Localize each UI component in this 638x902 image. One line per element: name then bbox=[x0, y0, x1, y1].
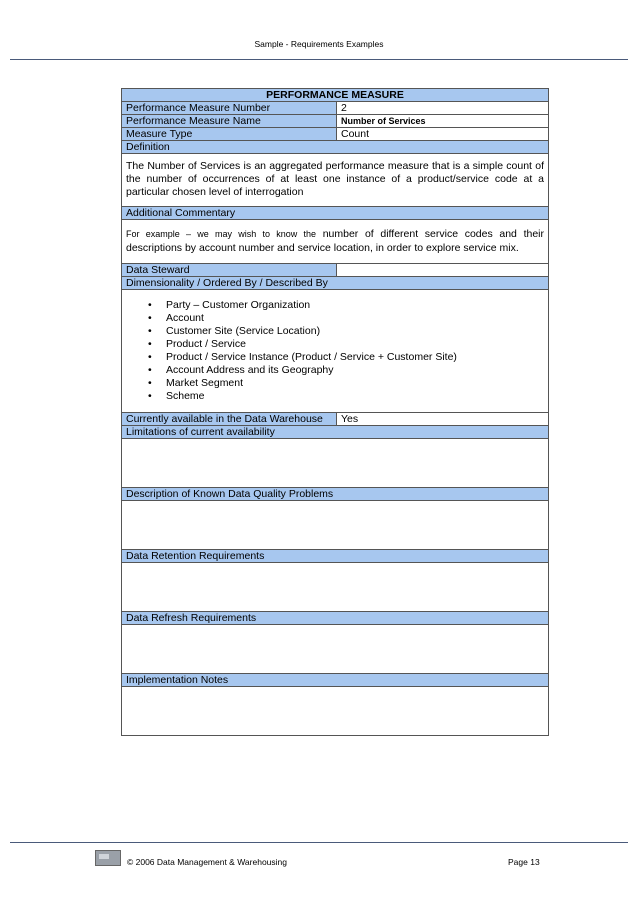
footer-rule bbox=[10, 842, 628, 843]
list-item: • Product / Service Instance (Product / Service + Customer Site) bbox=[166, 351, 544, 364]
commentary-rest-run: number of different service codes and their descriptions by account number and service location, in order to explore service mix. bbox=[126, 228, 544, 254]
retention-label: Data Retention Requirements bbox=[122, 550, 549, 563]
dimensions-list bbox=[126, 299, 544, 403]
list-item: • Party – Customer Organization bbox=[166, 299, 544, 312]
dimensions-cell bbox=[122, 290, 549, 413]
list-item: • Account bbox=[166, 312, 544, 325]
commentary-label: Additional Commentary bbox=[122, 207, 549, 220]
measure-name-label: Performance Measure Name bbox=[122, 115, 337, 128]
page-number: Page 13 bbox=[508, 857, 540, 867]
commentary-small-run: For example – we may wish to know the bbox=[126, 229, 317, 239]
available-label: Currently available in the Data Warehouse bbox=[122, 413, 337, 426]
quality-label: Description of Known Data Quality Problems bbox=[122, 488, 549, 501]
available-value: Yes bbox=[337, 413, 549, 426]
definition-label: Definition bbox=[122, 141, 549, 154]
list-item: • Customer Site (Service Location) bbox=[166, 325, 544, 338]
measure-name-value: Number of Services bbox=[337, 115, 549, 128]
refresh-value bbox=[122, 625, 549, 674]
limitations-label: Limitations of current availability bbox=[122, 426, 549, 439]
measure-type-label: Measure Type bbox=[122, 128, 337, 141]
list-item: • Product / Service bbox=[166, 338, 544, 351]
measure-number-label: Performance Measure Number bbox=[122, 102, 337, 115]
measure-type-value: Count bbox=[337, 128, 549, 141]
list-item: • Account Address and its Geography bbox=[166, 364, 544, 377]
list-item: • Market Segment bbox=[166, 377, 544, 390]
implementation-label: Implementation Notes bbox=[122, 674, 549, 687]
data-steward-label: Data Steward bbox=[122, 264, 337, 277]
commentary-text bbox=[122, 220, 549, 264]
page-header: Sample - Requirements Examples bbox=[254, 39, 384, 49]
company-logo-icon bbox=[95, 850, 121, 866]
list-item: • Scheme bbox=[166, 390, 544, 403]
implementation-value bbox=[122, 687, 549, 736]
quality-value bbox=[122, 501, 549, 550]
table-title: PERFORMANCE MEASURE bbox=[122, 89, 549, 102]
footer-copyright: © 2006 Data Management & Warehousing bbox=[127, 857, 287, 867]
header-rule bbox=[10, 59, 628, 60]
dimensionality-label: Dimensionality / Ordered By / Described By bbox=[122, 277, 549, 290]
data-steward-value bbox=[337, 264, 549, 277]
refresh-label: Data Refresh Requirements bbox=[122, 612, 549, 625]
measure-number-value: 2 bbox=[337, 102, 549, 115]
retention-value bbox=[122, 563, 549, 612]
performance-measure-table bbox=[121, 88, 549, 736]
definition-text: The Number of Services is an aggregated performance measure that is a simple count of the number of occurrences of at least one instance of a product/service code at a particular chosen level of interrogation bbox=[122, 154, 549, 207]
limitations-value bbox=[122, 439, 549, 488]
